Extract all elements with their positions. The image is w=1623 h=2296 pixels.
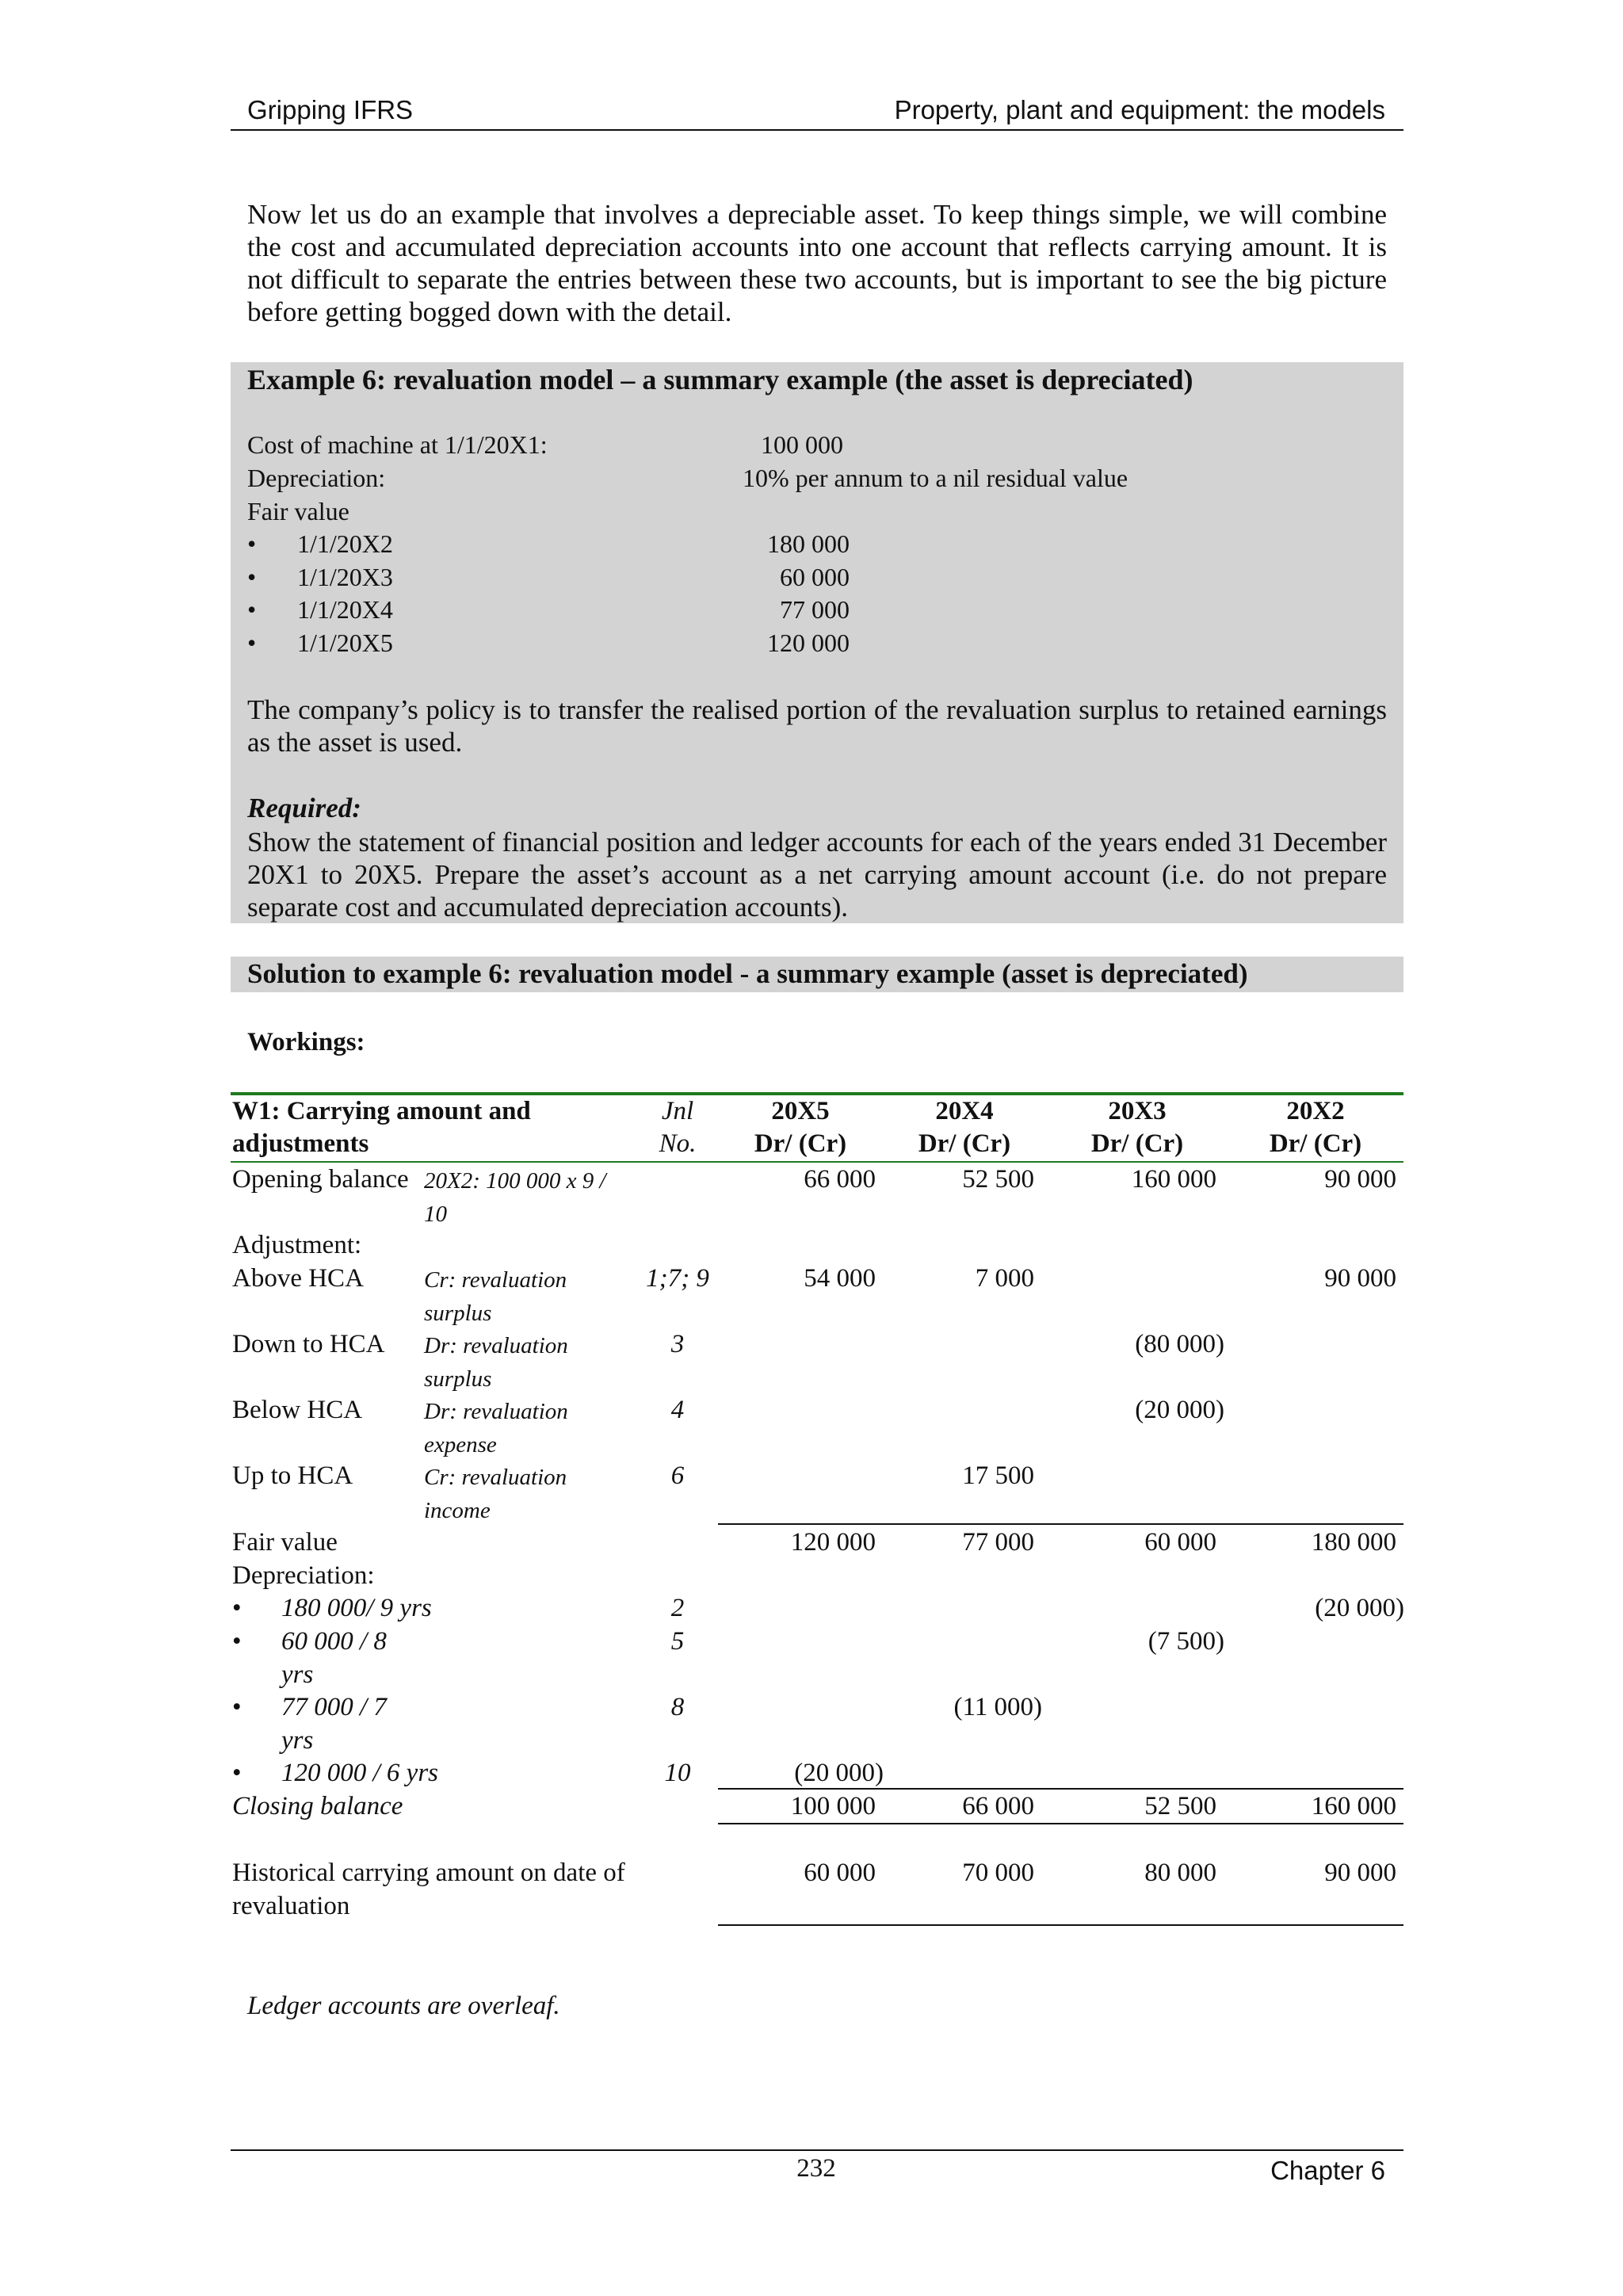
- example-title: Example 6: revaluation model – a summary example (the asset is depreciated): [247, 364, 1193, 395]
- fair-value-row-value: 77 000: [962, 1528, 1034, 1557]
- dep-bullet: •: [232, 1627, 242, 1656]
- cost-label: Cost of machine at 1/1/20X1:: [247, 430, 548, 459]
- jnl-header: Jnl: [661, 1097, 694, 1125]
- fair-value-row-value: 60 000: [1144, 1528, 1216, 1557]
- table-header-rule: [231, 1161, 1403, 1163]
- adjustment-value: 7 000: [975, 1264, 1034, 1293]
- drcr-header: Dr/ (Cr): [754, 1129, 847, 1158]
- policy-paragraph: The company’s policy is to transfer the realised portion of the revaluation surplus to retained earnings as the asset is used.: [247, 694, 1387, 758]
- adjustment-label: Adjustment:: [232, 1231, 362, 1259]
- opening-value: 66 000: [804, 1165, 876, 1194]
- header-right: Property, plant and equipment: the models: [894, 95, 1385, 124]
- fair-value-row-value: 120 000: [790, 1528, 876, 1557]
- fv-bullet: •: [247, 529, 257, 558]
- hca-value: 80 000: [1144, 1859, 1216, 1887]
- footer-rule: [231, 2149, 1403, 2151]
- year-header: 20X4: [935, 1097, 994, 1125]
- dep-calc: 120 000 / 6 yrs: [281, 1759, 438, 1787]
- hca-value: 70 000: [962, 1859, 1034, 1887]
- hca-value: 60 000: [804, 1859, 876, 1887]
- drcr-header: Dr/ (Cr): [1090, 1129, 1184, 1158]
- dep-value: (7 500): [1148, 1627, 1224, 1656]
- dep-value: (11 000): [953, 1693, 1042, 1721]
- overleaf-note: Ledger accounts are overleaf.: [247, 1992, 560, 2020]
- adjustment-value: (80 000): [1135, 1330, 1224, 1358]
- dep-jnl: 10: [664, 1759, 691, 1787]
- hca-bottom-rule: [718, 1924, 1403, 1926]
- fv-value: 77 000: [780, 595, 850, 624]
- fv-value: 60 000: [780, 563, 850, 591]
- closing-label: Closing balance: [232, 1792, 403, 1820]
- intro-paragraph: Now let us do an example that involves a depreciable asset. To keep things simple, we will combine the cost and accumulated depreciation accounts into one account that reflects carrying amount. It is not difficult to separate the entries between these two accounts, but is important to see the big picture before getting bogged down with the detail.: [247, 199, 1387, 327]
- subtotal-rule: [718, 1523, 1403, 1525]
- fv-bullet: •: [247, 563, 257, 591]
- dep-bullet: •: [232, 1759, 242, 1787]
- hca-label: revaluation: [232, 1892, 350, 1920]
- adjustment-desc: surplus: [424, 1301, 492, 1326]
- fv-date: 1/1/20X3: [297, 563, 393, 591]
- table-title: adjustments: [232, 1129, 369, 1158]
- dep-jnl: 2: [670, 1594, 685, 1622]
- depreciation-label: Depreciation:: [247, 464, 386, 492]
- adjustment-value: 17 500: [962, 1461, 1034, 1490]
- adjustment-desc: Dr: revaluation: [424, 1399, 568, 1424]
- dep-jnl: 5: [670, 1627, 685, 1656]
- opening-value: 160 000: [1131, 1165, 1216, 1194]
- depreciation-value: 10% per annum to a nil residual value: [743, 464, 1128, 492]
- dep-calc: 60 000 / 8: [281, 1627, 387, 1656]
- adjustment-jnl: 1;7; 9: [646, 1264, 709, 1293]
- dep-value: (20 000): [1315, 1594, 1404, 1622]
- page-number: 232: [796, 2154, 836, 2183]
- adjustment-desc: Cr: revaluation: [424, 1267, 567, 1293]
- adjustment-jnl: 6: [670, 1461, 685, 1490]
- year-header: 20X5: [771, 1097, 830, 1125]
- opening-note: 20X2: 100 000 x 9 /: [424, 1168, 606, 1194]
- opening-value: 52 500: [962, 1165, 1034, 1194]
- fv-date: 1/1/20X4: [297, 595, 393, 624]
- footer-chapter: Chapter 6: [1270, 2156, 1385, 2185]
- closing-value: 52 500: [1144, 1792, 1216, 1820]
- dep-calc: 77 000 / 7: [281, 1693, 387, 1721]
- required-text: Show the statement of financial position and ledger accounts for each of the years ended 31 December 20X1 to 20X5. Prepare the asset’s account as a net carrying amount account (i.e. do not prepare separate cost and accumulated depreciation accounts).: [247, 827, 1387, 923]
- required-label: Required:: [247, 793, 361, 823]
- drcr-header: Dr/ (Cr): [1269, 1129, 1362, 1158]
- adjustment-value: 54 000: [804, 1264, 876, 1293]
- adjustment-row-label: Up to HCA: [232, 1461, 353, 1490]
- table-top-rule: [231, 1092, 1403, 1095]
- opening-note: 10: [424, 1201, 447, 1227]
- header-rule: [231, 129, 1403, 131]
- closing-value: 160 000: [1311, 1792, 1396, 1820]
- hca-value: 90 000: [1324, 1859, 1396, 1887]
- adjustment-row-label: Above HCA: [232, 1264, 364, 1293]
- fv-date: 1/1/20X5: [297, 628, 393, 657]
- fair-value-row-label: Fair value: [232, 1528, 338, 1557]
- opening-value: 90 000: [1324, 1165, 1396, 1194]
- depreciation-section-label: Depreciation:: [232, 1561, 375, 1590]
- drcr-header: Dr/ (Cr): [918, 1129, 1011, 1158]
- solution-title: Solution to example 6: revaluation model - a summary example (asset is depreciated): [247, 958, 1248, 989]
- dep-value: (20 000): [794, 1759, 884, 1787]
- opening-label: Opening balance: [232, 1165, 409, 1194]
- closing-value: 66 000: [962, 1792, 1034, 1820]
- fv-value: 120 000: [767, 628, 850, 657]
- adjustment-value: (20 000): [1135, 1396, 1224, 1424]
- table-title: W1: Carrying amount and: [232, 1097, 531, 1125]
- adjustment-jnl: 4: [670, 1396, 685, 1424]
- dep-calc: yrs: [281, 1660, 314, 1689]
- hca-label: Historical carrying amount on date of: [232, 1859, 625, 1887]
- fair-value-row-value: 180 000: [1311, 1528, 1396, 1557]
- adjustment-row-label: Below HCA: [232, 1396, 363, 1424]
- adjustment-row-label: Down to HCA: [232, 1330, 385, 1358]
- closing-value: 100 000: [790, 1792, 876, 1820]
- adjustment-value: 90 000: [1324, 1264, 1396, 1293]
- dep-calc: yrs: [281, 1726, 314, 1755]
- year-header: 20X2: [1286, 1097, 1345, 1125]
- fv-bullet: •: [247, 595, 257, 624]
- closing-top-rule: [718, 1788, 1403, 1790]
- closing-bottom-rule: [718, 1823, 1403, 1824]
- dep-bullet: •: [232, 1594, 242, 1622]
- adjustment-jnl: 3: [670, 1330, 685, 1358]
- adjustment-desc: expense: [424, 1432, 497, 1457]
- adjustment-desc: Dr: revaluation: [424, 1333, 568, 1358]
- year-header: 20X3: [1108, 1097, 1167, 1125]
- dep-bullet: •: [232, 1693, 242, 1721]
- jnl-header: No.: [659, 1129, 697, 1158]
- fv-bullet: •: [247, 628, 257, 657]
- fv-date: 1/1/20X2: [297, 529, 393, 558]
- adjustment-desc: income: [424, 1498, 491, 1523]
- workings-label: Workings:: [247, 1028, 365, 1056]
- dep-jnl: 8: [670, 1693, 685, 1721]
- cost-value: 100 000: [761, 430, 843, 459]
- adjustment-desc: surplus: [424, 1366, 492, 1392]
- fair-value-label: Fair value: [247, 497, 349, 525]
- header-left: Gripping IFRS: [247, 95, 414, 124]
- fv-value: 180 000: [767, 529, 850, 558]
- dep-calc: 180 000/ 9 yrs: [281, 1594, 432, 1622]
- adjustment-desc: Cr: revaluation: [424, 1465, 567, 1490]
